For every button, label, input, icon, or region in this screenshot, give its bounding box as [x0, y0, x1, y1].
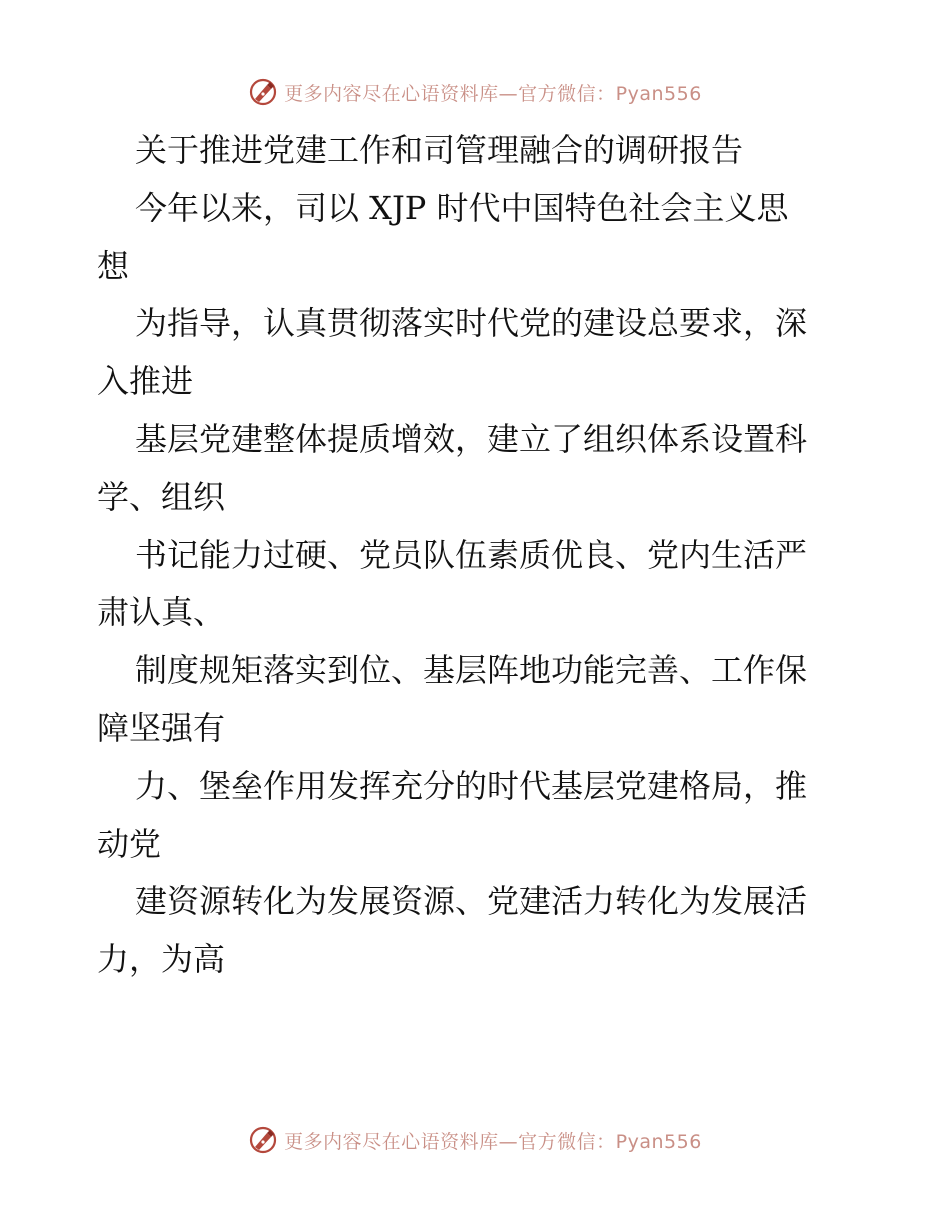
body-line: 学、组织	[97, 477, 226, 516]
banner-text: 更多内容尽在心语资料库—官方微信：Pyan556	[284, 1130, 702, 1153]
body-line: 力，为高	[97, 940, 226, 979]
document-body	[97, 122, 857, 989]
header-banner	[0, 72, 950, 112]
body-line: 为指导，认真贯彻落实时代党的建设总要求，深	[135, 304, 808, 343]
body-line: 力、堡垒作用发挥充分的时代基层党建格局，推	[135, 766, 808, 805]
footer-banner	[0, 1120, 950, 1160]
body-line: 建资源转化为发展资源、党建活力转化为发展活	[135, 882, 808, 921]
body-line: 制度规矩落实到位、基层阵地功能完善、工作保	[135, 651, 808, 690]
pen-nib-logo-icon	[248, 1125, 278, 1155]
pen-nib-logo-icon	[248, 77, 278, 107]
body-line: 想	[97, 246, 130, 285]
body-line: 今年以来，司以 XJP 时代中国特色社会主义思	[135, 188, 789, 227]
banner-text: 更多内容尽在心语资料库—官方微信：Pyan556	[284, 82, 702, 105]
body-line: 障坚强有	[97, 708, 226, 747]
document-title: 关于推进党建工作和司管理融合的调研报告	[135, 131, 744, 169]
body-line: 入推进	[97, 362, 194, 401]
body-line: 基层党建整体提质增效，建立了组织体系设置科	[135, 419, 808, 458]
body-line: 动党	[97, 824, 162, 863]
body-line: 书记能力过硬、党员队伍素质优良、党内生活严	[135, 535, 808, 574]
body-line: 肃认真、	[97, 593, 226, 632]
